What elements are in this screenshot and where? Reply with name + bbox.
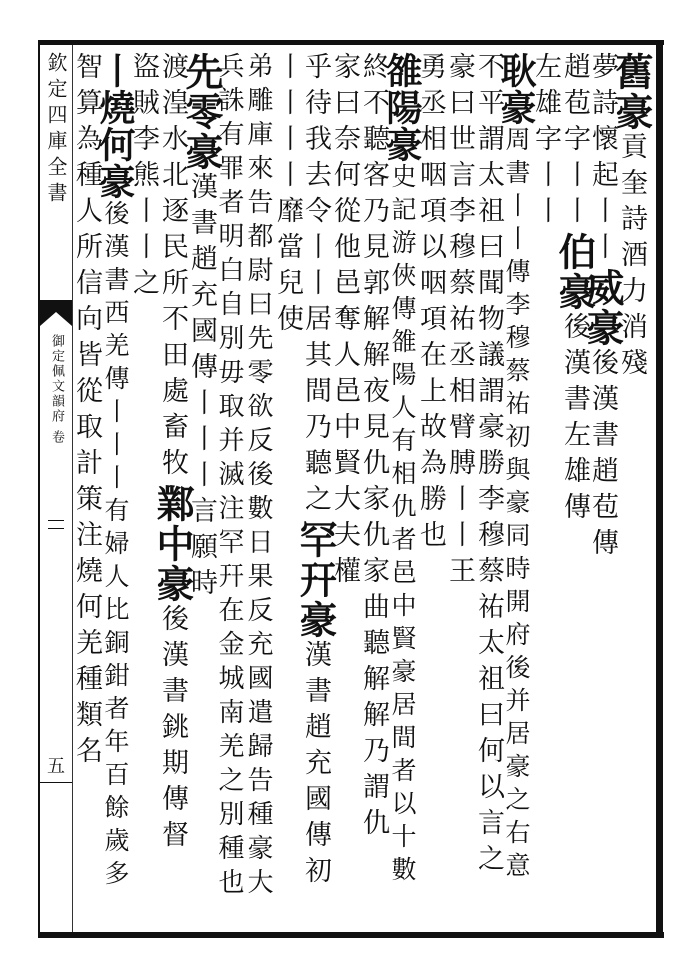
annotation-text: 智算為種人所信向皆從取計策注燒何羌種類名	[71, 52, 102, 772]
volume-number-mark	[48, 520, 64, 521]
headword: 威豪	[580, 268, 625, 348]
headword: 罕幵豪	[293, 520, 338, 640]
text-column	[66, 52, 106, 772]
annotation-text: 趙苞字丨丨	[559, 52, 590, 232]
annotation-text: 後漢書銚期傳督	[157, 604, 188, 856]
page-number: 五	[47, 756, 65, 777]
annotation-text: 乎待我去令丨丨居其間乃聽之	[300, 52, 331, 520]
annotation-text: 勇丞相咽項以咽項在上故為勝也	[415, 52, 446, 556]
annotation-text: 周書丨丨傳李穆蔡祐初與豪同時開府後并居豪之右意	[502, 126, 531, 885]
headword: 丨燒何豪	[94, 52, 136, 200]
annotation-text: 夢詩懷起丨丨	[587, 52, 618, 268]
headword: 伯豪	[552, 232, 597, 312]
annotation-text: 丨丨丨丨靡當兒使	[272, 52, 303, 340]
page-number-rule	[40, 782, 72, 783]
volume-title: 御定佩文韻府 卷	[49, 334, 64, 446]
annotation-text: 家曰奈何從他邑奪人邑中賢大夫權	[329, 52, 360, 592]
annotation-text: 左雄字丨丨	[530, 52, 561, 232]
headword: 雒陽豪	[381, 52, 423, 163]
annotation-text: 兵誅有罪者明白自別毋取并滅注罕幵在金城南羌之別種也	[214, 52, 244, 902]
headword: 耿豪	[495, 52, 537, 126]
frame-right-rule	[656, 40, 663, 938]
annotation-text: 後漢書趙苞傳	[587, 348, 618, 564]
annotation-text: 不平謂太祖曰聞物議謂豪勝李穆蔡祐太祖曰何以言之	[473, 52, 504, 880]
headword: 先零豪	[179, 52, 224, 172]
annotation-text: 後漢書左雄傳	[559, 312, 590, 528]
frame-top-rule	[38, 40, 664, 45]
headword: 鄴中豪	[150, 484, 195, 604]
annotation-text: 漢書趙充國傳初	[300, 640, 331, 892]
annotation-text: 盜賊李熊丨丨之	[128, 52, 159, 304]
volume-number-mark	[48, 528, 64, 529]
annotation-text: 漢書趙充國傳丨丨丨言願時	[186, 172, 217, 604]
frame-bottom-rule	[38, 932, 664, 938]
headword: 舊豪	[609, 52, 654, 132]
annotation-text: 後漢書西羌傳丨丨丨有婦人比銅鉗者年百餘歲多	[101, 200, 130, 893]
book-title: 欽定四庫全書	[44, 52, 68, 208]
annotation-text: 豪曰世言李穆蔡祐丞相臂膊丨丨王	[444, 52, 475, 592]
annotation-text: 貢奎詩酒力消殘	[616, 132, 647, 384]
annotation-text: 終不聽客乃見郭解解夜見仇家仇家曲聽解解乃謂仇	[358, 52, 389, 844]
annotation-text: 史記游俠傳雒陽人有相仇者邑中賢豪居間者以十數	[388, 163, 417, 889]
annotation-text: 渡湟水北逐民所不田處畜牧	[157, 52, 188, 484]
annotation-text: 弟雕庫來告都尉曰先零欲反後數日果反充國遣歸告種豪大	[243, 52, 273, 902]
